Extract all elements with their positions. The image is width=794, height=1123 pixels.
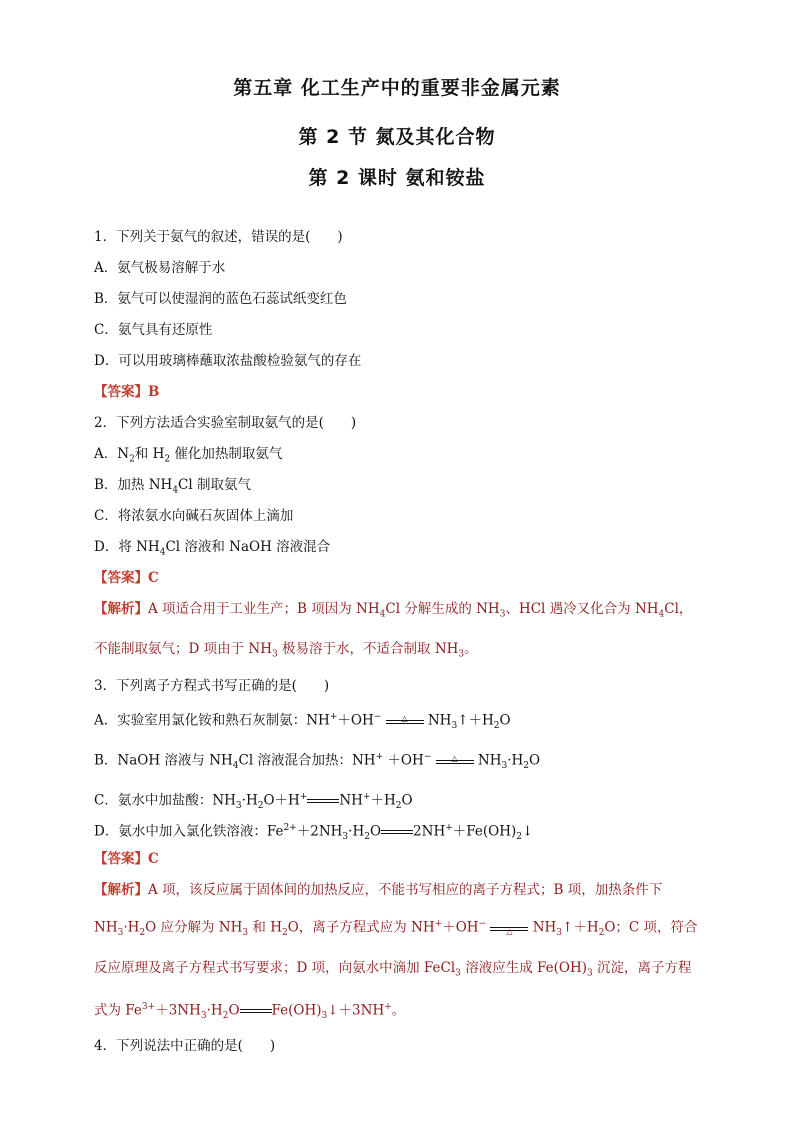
q2-analysis: 【解析】A 项适合用于工业生产；B 项因为 $NH_4Cl$ 分解生成的 $NH_3$、HCl 遇冷又化合为 $NH_4Cl$，不能制取氨气；D 项由于 $NH_3$ 极易溶于水，不适合制取 $NH_3$。: [94, 601, 693, 660]
equals-icon: [307, 799, 339, 803]
q3-stem: 3．下列离子方程式书写正确的是( ): [94, 678, 330, 695]
q3-answer: 【答案】C: [94, 851, 159, 868]
heat-equals-icon: △: [436, 758, 474, 764]
q3-option-c: C．氨水中加盐酸：$NH_3\cdot H_2O+H^+$ $NH^++H_2O$: [94, 792, 413, 812]
q2-option-a: A．$N_2$和 $H_2$ 催化加热制取氨气: [94, 446, 283, 465]
q1-stem: 1．下列关于氨气的叙述，错误的是( ): [94, 229, 343, 245]
equals-icon: [240, 1009, 272, 1013]
q2-analysis-label: 【解析】: [94, 601, 148, 617]
heat-equals-icon: △: [490, 925, 528, 931]
q1-option-d: D．可以用玻璃棒蘸取浓盐酸检验氨气的存在: [94, 353, 362, 369]
q3-option-d: D．氨水中加入氯化铁溶液：$Fe^{2+}+2NH_3\cdot H_2O$ $2NH^++Fe(OH)_2↓$: [94, 823, 534, 843]
q4-stem: 4．下列说法中正确的是( ): [94, 1038, 276, 1055]
q3-analysis: 【解析】A 项，该反应属于固体间的加热反应，不能书写相应的离子方程式；B 项，加热条件下 $NH_3\cdot H_2O$ 应分解为 $NH_3$ 和 $H_2O$，离子方程式应为 NH+＋OH− △ $NH_3↑+H_2O$；C 项，符合反应原理及离子方程式书写要求；D 项，向氨水中滴加 FeCl$_3$ 溶液应生成 $Fe(OH)_3$ 沉淀，离子方程式为 $Fe^{3+}+3NH_3\cdot H_2O$ $Fe(OH)_3↓+3NH^+$。: [94, 882, 698, 1022]
q2-option-b: B．加热 $NH_4Cl$ 制取氨气: [94, 477, 251, 496]
q3-option-a: A．实验室用氯化铵和熟石灰制氨：NH+＋OH− △ $NH_3↑+H_2O$: [94, 712, 511, 732]
q1-option-a: A．氨气极易溶解于水: [94, 260, 226, 276]
q2-option-c: C．将浓氨水向碱石灰固体上滴加: [94, 508, 294, 524]
equals-icon: [381, 830, 413, 834]
q3-analysis-label: 【解析】: [94, 882, 148, 899]
section-title: 第 2 节 氮及其化合物: [298, 126, 496, 148]
lesson-title: 第 2 课时 氨和铵盐: [308, 167, 486, 189]
q2-answer: 【答案】C: [94, 570, 159, 586]
q1-option-b: B．氨气可以使湿润的蓝色石蕊试纸变红色: [94, 291, 347, 307]
q2-option-d: D．将 $NH_4Cl$ 溶液和 NaOH 溶液混合: [94, 539, 331, 558]
q1-answer: 【答案】B: [94, 384, 160, 400]
q1-option-c: C．氨气具有还原性: [94, 322, 213, 338]
question-list: [94, 226, 704, 1066]
q2-stem: 2．下列方法适合实验室制取氨气的是( ): [94, 415, 357, 431]
heat-equals-icon: △: [386, 718, 424, 724]
q3-option-b: B．NaOH 溶液与 $NH_4Cl$ 溶液混合加热：NH+ ＋OH− △ $NH_3\cdot H_2O$: [94, 752, 541, 772]
chapter-title: 第五章 化工生产中的重要非金属元素: [233, 77, 561, 99]
